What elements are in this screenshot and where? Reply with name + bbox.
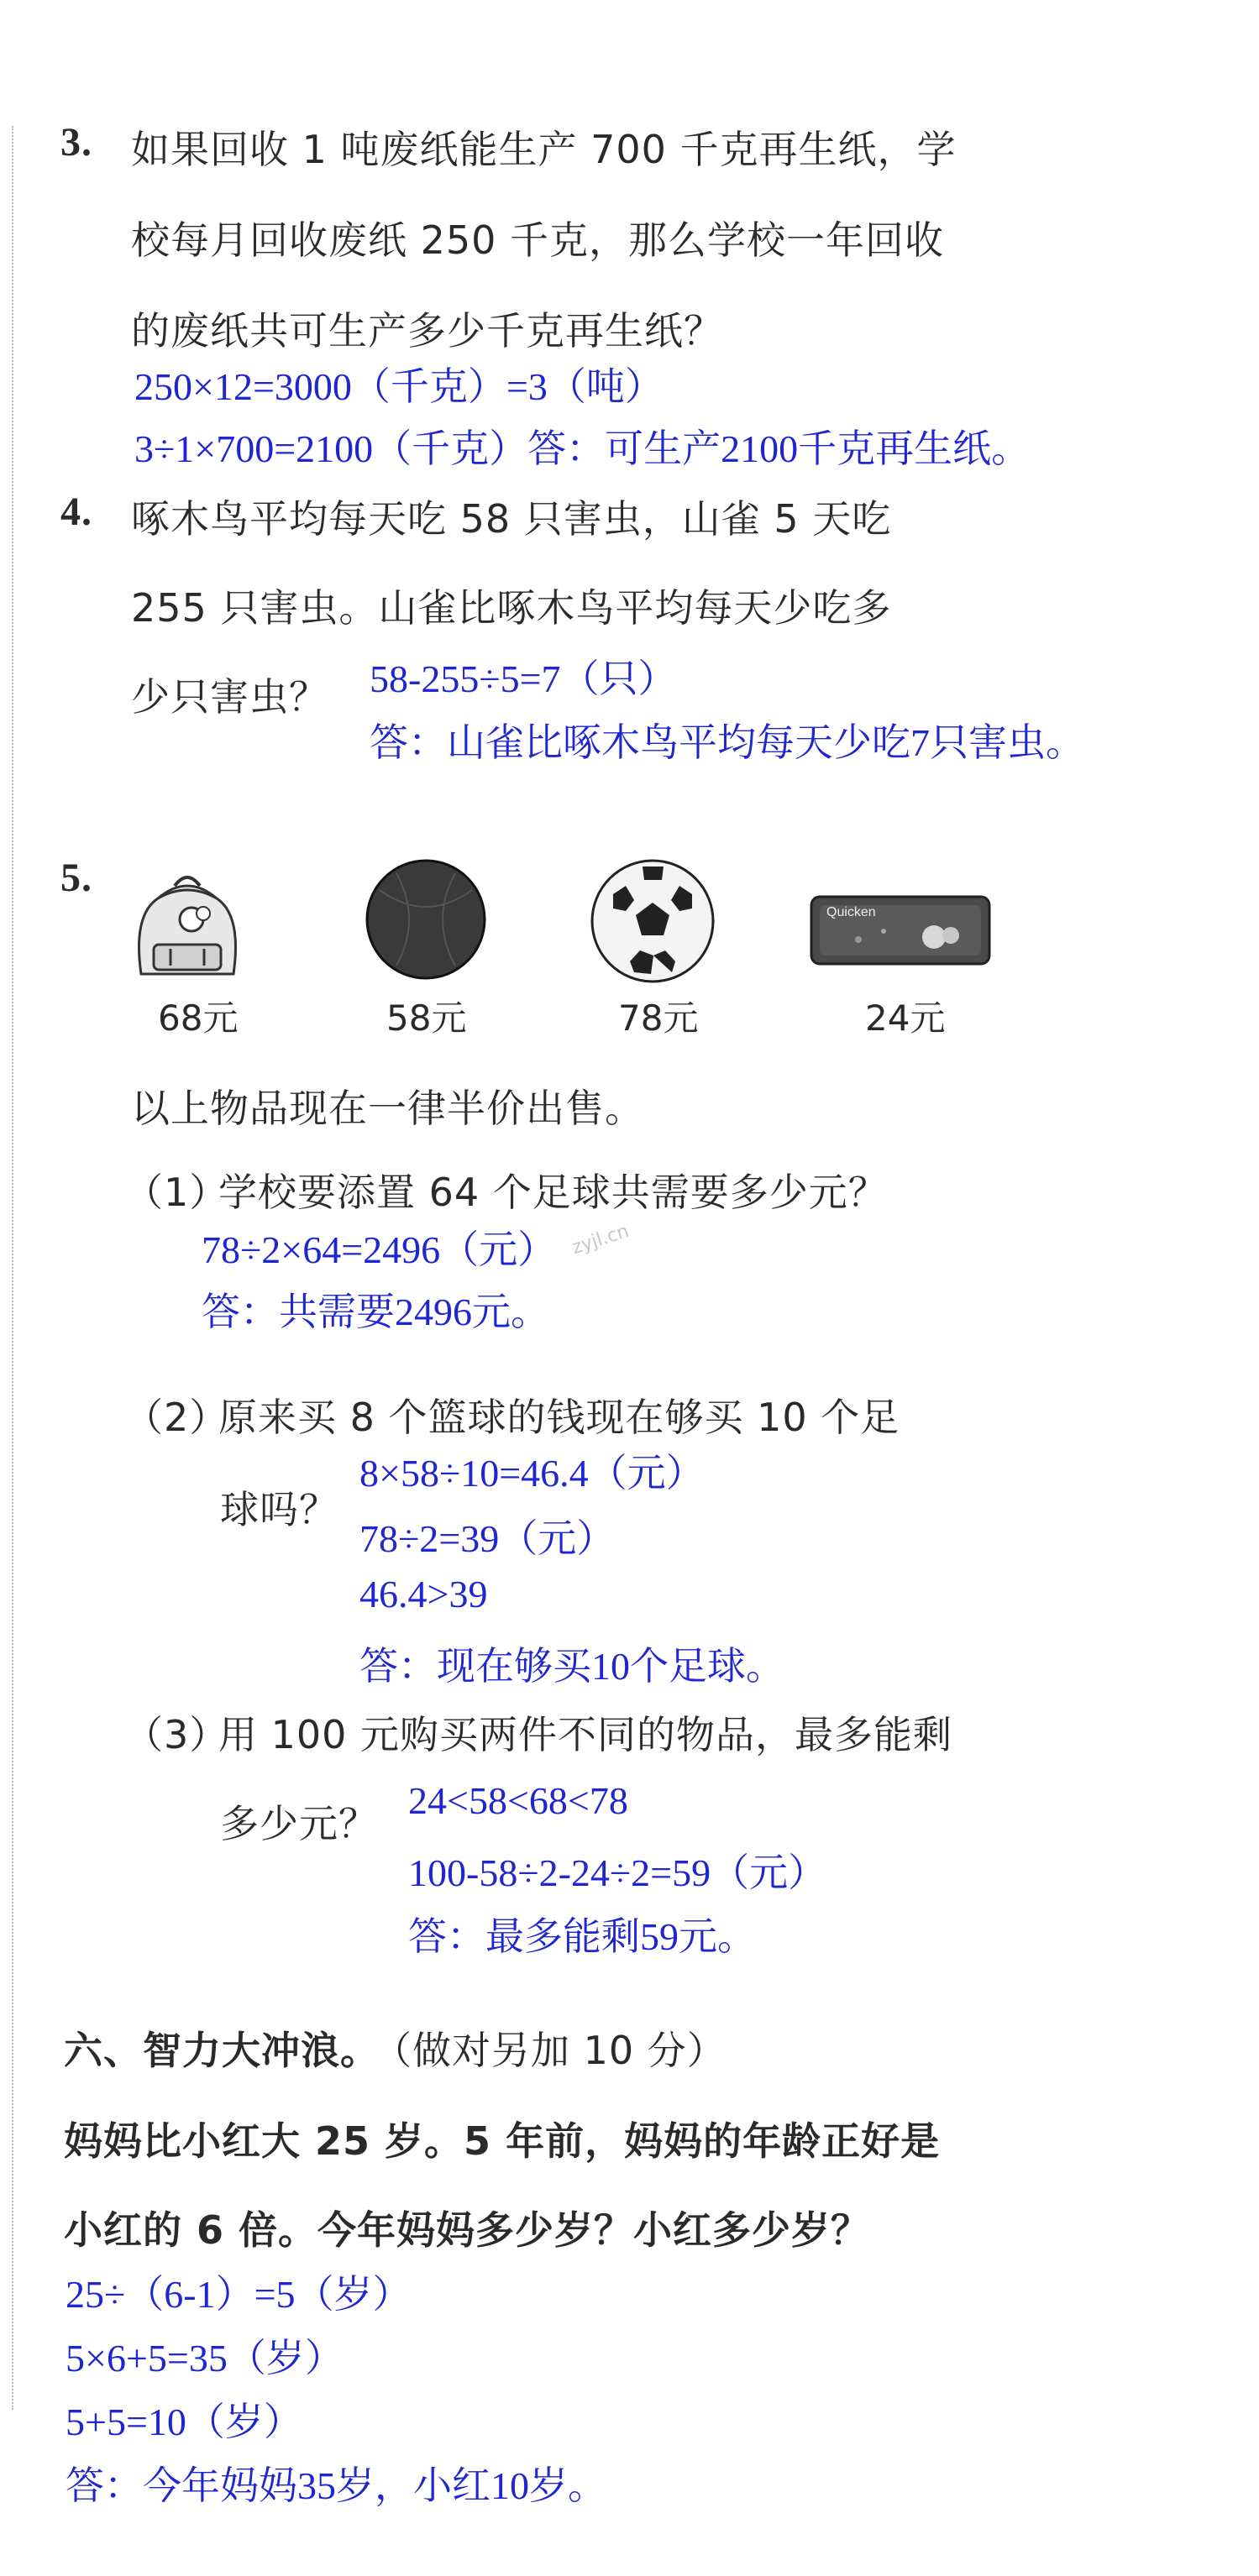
q5-p2-answer-line2: 78÷2=39（元） xyxy=(359,1517,616,1560)
q4-text-line1: 啄木鸟平均每天吃 58 只害虫，山雀 5 天吃 xyxy=(131,496,892,542)
q5-p1-label: （1） xyxy=(124,1170,229,1215)
q3-text-line3: 的废纸共可生产多少千克再生纸？ xyxy=(131,308,723,353)
q4-answer-line2: 答：山雀比啄木鸟平均每天少吃7只害虫。 xyxy=(370,721,1084,764)
q4-text-line3: 少只害虫？ xyxy=(131,674,328,720)
pencil-case-price: 24元 xyxy=(865,997,946,1039)
backpack-image xyxy=(124,865,250,982)
q4-text-line2: 255 只害虫。山雀比啄木鸟平均每天少吃多 xyxy=(131,585,892,631)
watermark: zyjl.cn xyxy=(569,1220,632,1259)
q5-p3-label: （3） xyxy=(124,1712,229,1757)
q5-p1-answer-line2: 答：共需要2496元。 xyxy=(202,1291,549,1333)
q3-answer-line2: 3÷1×700=2100（千克）答：可生产2100千克再生纸。 xyxy=(134,427,1031,470)
basketball-price: 58元 xyxy=(386,997,467,1039)
section6-answer-line3: 5+5=10（岁） xyxy=(66,2401,302,2443)
q5-intro: 以上物品现在一律半价出售。 xyxy=(131,1086,644,1131)
q3-number: 3. xyxy=(60,120,92,165)
q5-p2-label: （2） xyxy=(124,1395,229,1440)
section6-text-line1: 妈妈比小红大 25 岁。5 年前，妈妈的年龄正好是 xyxy=(64,2118,941,2164)
q5-p2-answer-line1: 8×58÷10=46.4（元） xyxy=(359,1452,705,1495)
q5-p1-answer-line1: 78÷2×64=2496（元） xyxy=(202,1228,557,1271)
pencil-case-brand-text: Quicken xyxy=(826,905,876,919)
q4-number: 4. xyxy=(60,490,92,534)
soccer-ball-price: 78元 xyxy=(618,997,699,1039)
q5-p3-text-line2: 多少元？ xyxy=(220,1801,378,1846)
section6-text-line2: 小红的 6 倍。今年妈妈多少岁？小红多少岁？ xyxy=(64,2207,871,2253)
section6-answer-line2: 5×6+5=35（岁） xyxy=(66,2337,344,2380)
pencil-case-image xyxy=(808,893,993,967)
q3-text-line2: 校每月回收废纸 250 千克，那么学校一年回收 xyxy=(131,217,945,263)
q3-answer-line1: 250×12=3000（千克）=3（吨） xyxy=(134,365,664,408)
q5-number: 5. xyxy=(60,856,92,900)
binding-margin-line xyxy=(12,126,13,2410)
basketball-image xyxy=(363,856,489,982)
q5-p3-answer-line1: 24<58<68<78 xyxy=(408,1779,628,1822)
q3-text-line1: 如果回收 1 吨废纸能生产 700 千克再生纸，学 xyxy=(131,127,957,172)
q5-p3-answer-line3: 答：最多能剩59元。 xyxy=(408,1915,756,1958)
section6-heading: 六、智力大冲浪。 xyxy=(64,2028,380,2073)
soccer-ball-image xyxy=(588,856,718,987)
section6-note: （做对另加 10 分） xyxy=(373,2028,727,2073)
backpack-price: 68元 xyxy=(158,997,239,1039)
q5-p1-text: 学校要添置 64 个足球共需要多少元？ xyxy=(218,1170,888,1215)
q5-p3-text-line1: 用 100 元购买两件不同的物品，最多能剩 xyxy=(218,1712,953,1757)
q5-p2-text-line1: 原来买 8 个篮球的钱现在够买 10 个足 xyxy=(218,1395,900,1440)
q5-p3-answer-line2: 100-58÷2-24÷2=59（元） xyxy=(408,1851,827,1894)
q5-p2-answer-line4: 答：现在够买10个足球。 xyxy=(359,1645,784,1688)
q5-p2-text-line2: 球吗？ xyxy=(220,1487,338,1532)
section6-answer-line4: 答：今年妈妈35岁，小红10岁。 xyxy=(66,2464,606,2507)
q5-p2-answer-line3: 46.4>39 xyxy=(359,1573,488,1615)
section6-answer-line1: 25÷（6-1）=5（岁） xyxy=(66,2273,412,2316)
q4-answer-line1: 58-255÷5=7（只） xyxy=(370,657,677,700)
